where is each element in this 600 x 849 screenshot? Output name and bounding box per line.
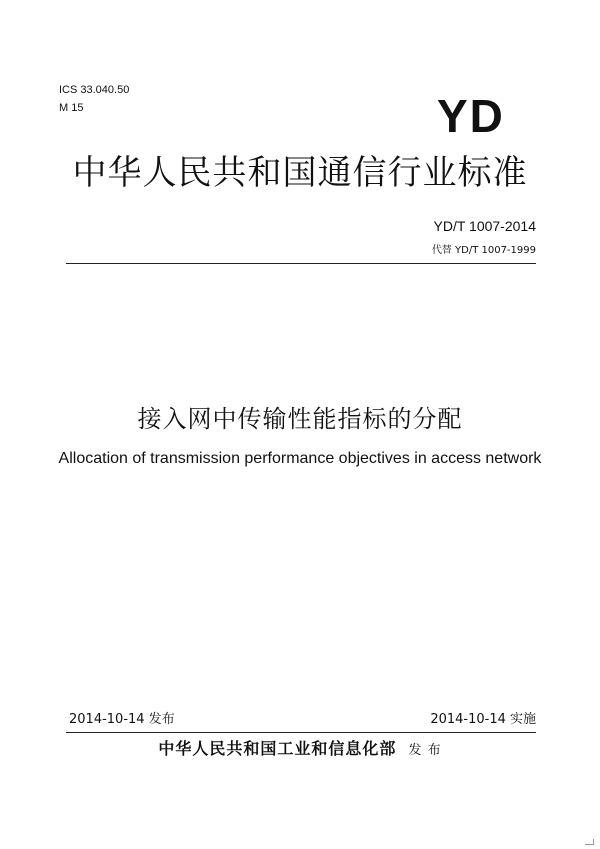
- yd-logo: YD: [437, 90, 505, 142]
- publisher-name: 中华人民共和国工业和信息化部: [158, 739, 397, 758]
- document-title-english: Allocation of transmission performance objectives in access network: [58, 450, 542, 467]
- publisher-line: [0, 738, 600, 762]
- issue-date: 2014-10-14 发布: [69, 712, 175, 727]
- corner-mark: [585, 839, 594, 845]
- standard-title: 中华人民共和国通信行业标准: [72, 153, 528, 193]
- top-divider: [66, 263, 536, 264]
- document-title-chinese: 接入网中传输性能指标的分配: [137, 405, 463, 433]
- standard-number: YD/T 1007-2014: [433, 218, 536, 234]
- publisher-suffix: 发 布: [408, 743, 442, 758]
- implementation-date: 2014-10-14 实施: [430, 712, 536, 727]
- bottom-divider: [66, 732, 536, 733]
- replaces-note: 代替 YD/T 1007-1999: [431, 245, 536, 256]
- ics-code: ICS 33.040.50: [59, 84, 130, 96]
- classification-code: M 15: [59, 102, 84, 114]
